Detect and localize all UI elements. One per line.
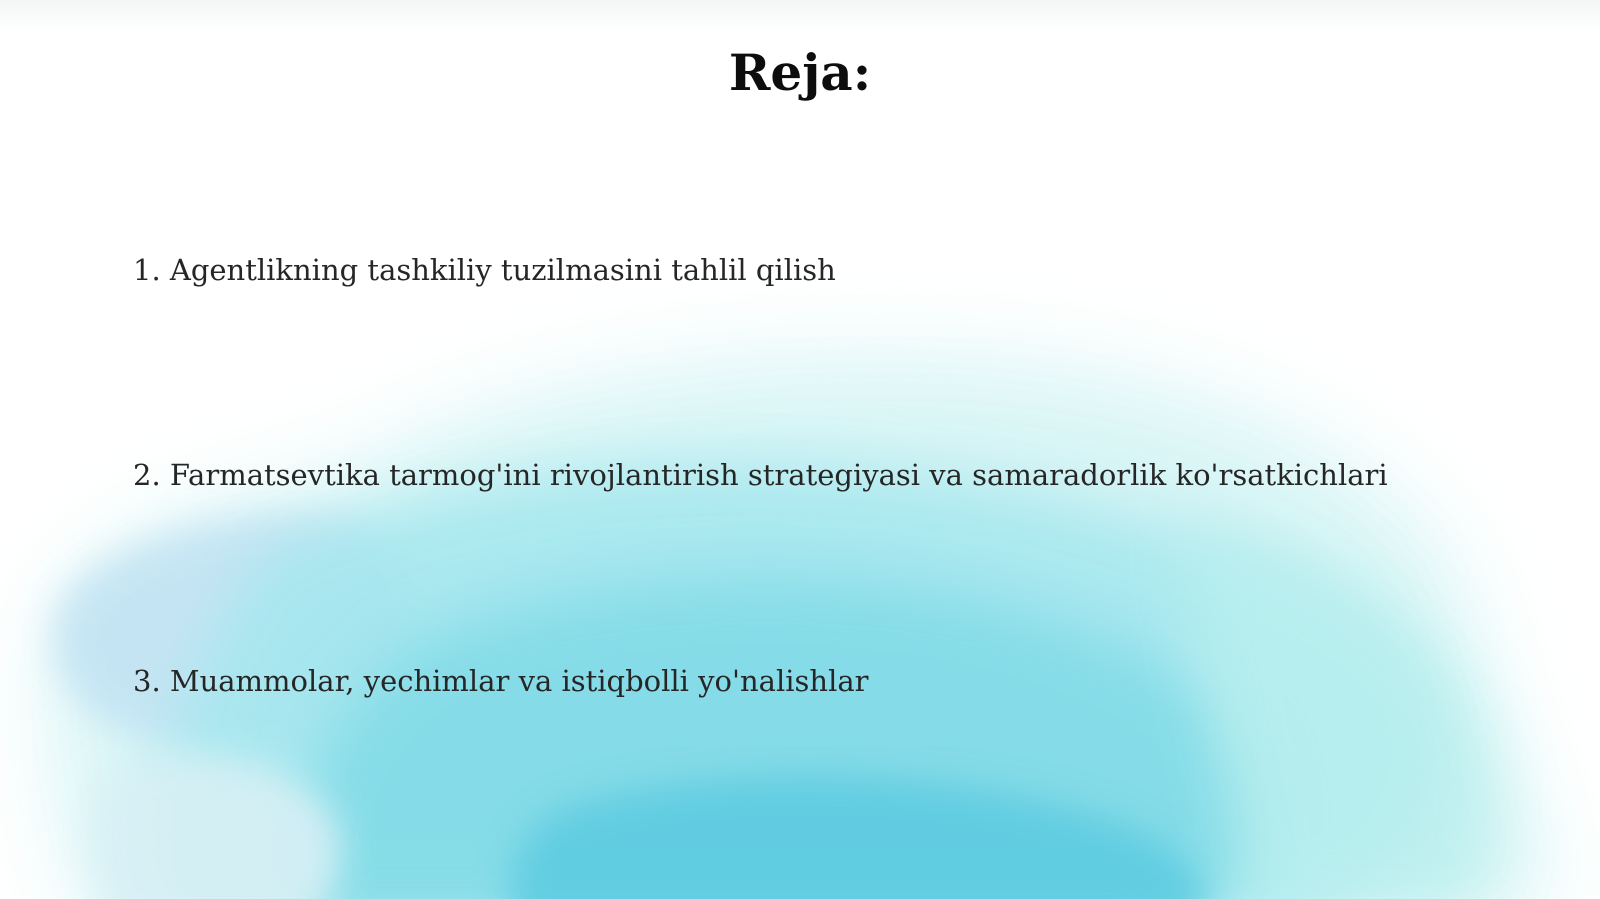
agenda-item-1: 1. Agentlikning tashkiliy tuzilmasini tahlil qilish — [133, 253, 836, 287]
slide-title: Reja: — [728, 43, 872, 102]
agenda-item-2: 2. Farmatsevtika tarmog'ini rivojlantirish strategiyasi va samaradorlik ko'rsatkichlari — [133, 458, 1388, 492]
agenda-item-3: 3. Muammolar, yechimlar va istiqbolli yo'nalishlar — [133, 664, 869, 698]
